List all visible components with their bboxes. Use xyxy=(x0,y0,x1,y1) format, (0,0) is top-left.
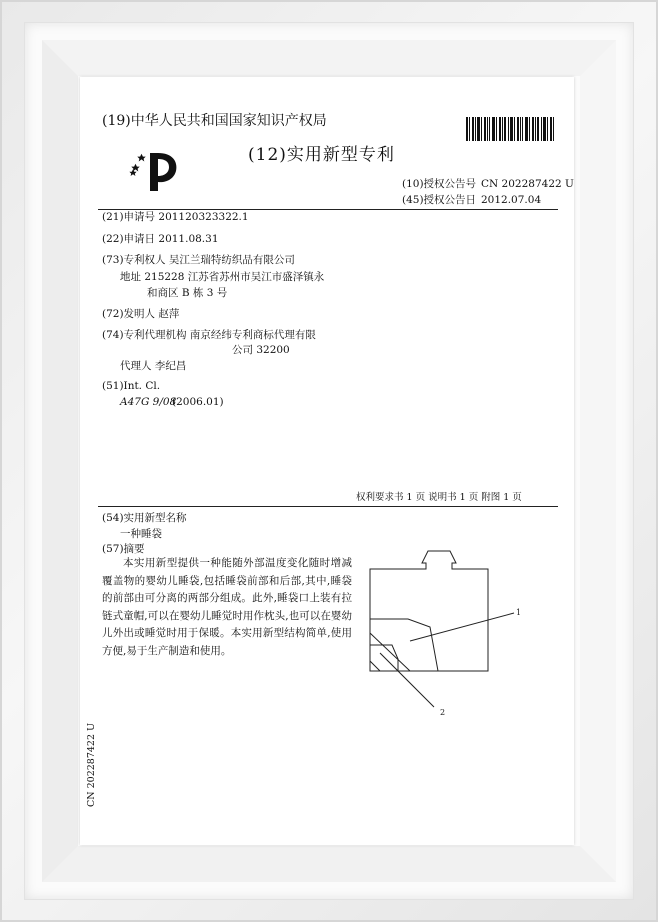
leader-line-1 xyxy=(410,613,514,641)
side-publication-code: CN 202287422 U xyxy=(86,722,97,807)
barcode xyxy=(466,117,554,141)
page-count-note: 权利要求书 1 页 说明书 1 页 附图 1 页 xyxy=(356,492,522,503)
inventor: (72)发明人 赵萍 xyxy=(102,308,180,320)
agency-line-2: 公司 32200 xyxy=(232,344,290,356)
int-cl-code: A47G 9/08 xyxy=(120,396,177,408)
address-line-1: 地址 215228 江苏省苏州市吴江市盛泽镇永 xyxy=(120,271,325,283)
application-date: (22)申请日 2011.08.31 xyxy=(102,233,219,245)
utility-model-name-label: (54)实用新型名称 xyxy=(102,512,187,524)
application-number: (21)申请号 201120323322.1 xyxy=(102,211,249,223)
patent-document xyxy=(80,77,574,845)
int-cl-label: (51)Int. Cl. xyxy=(102,380,161,392)
sipo-emblem-icon xyxy=(128,149,184,193)
drawing-label-1: 1 xyxy=(516,608,522,617)
patentee: (73)专利权人 吴江兰瑞特纺织品有限公司 xyxy=(102,254,295,266)
publication-date: 2012.07.04 xyxy=(481,194,542,206)
publication-number-label: (10)授权公告号 xyxy=(402,178,477,190)
publication-number: CN 202287422 U xyxy=(481,178,574,190)
abstract-label: (57)摘要 xyxy=(102,543,145,555)
abstract-text: 本实用新型提供一种能随外部温度变化随时增减覆盖物的婴幼儿睡袋,包括睡袋前部和后部,其中,睡袋的前部由可分离的两部分组成。此外,睡袋口上装有拉链式童帽,可以在婴幼儿睡觉时用作枕头,也可以在婴幼儿外出或睡觉时用于保暖。本实用新型结构简单,使用方便,易于生产制造和使用。 xyxy=(102,557,352,657)
document-type-title: (12)实用新型专利 xyxy=(248,145,395,165)
drawing-label-2: 2 xyxy=(440,708,446,717)
agent: 代理人 李纪昌 xyxy=(120,360,187,372)
address-line-2: 和商区 B 栋 3 号 xyxy=(147,287,228,299)
utility-model-name: 一种睡袋 xyxy=(120,528,162,540)
section-divider xyxy=(98,506,558,507)
publication-date-label: (45)授权公告日 xyxy=(402,194,477,206)
office-name: (19)中华人民共和国国家知识产权局 xyxy=(102,113,327,129)
int-cl-year: (2006.01) xyxy=(172,396,224,408)
sleeping-bag-outline xyxy=(370,551,488,671)
leader-line-2 xyxy=(380,653,434,707)
agency-line-1: (74)专利代理机构 南京经纬专利商标代理有限 xyxy=(102,329,316,341)
representative-drawing xyxy=(362,549,562,719)
